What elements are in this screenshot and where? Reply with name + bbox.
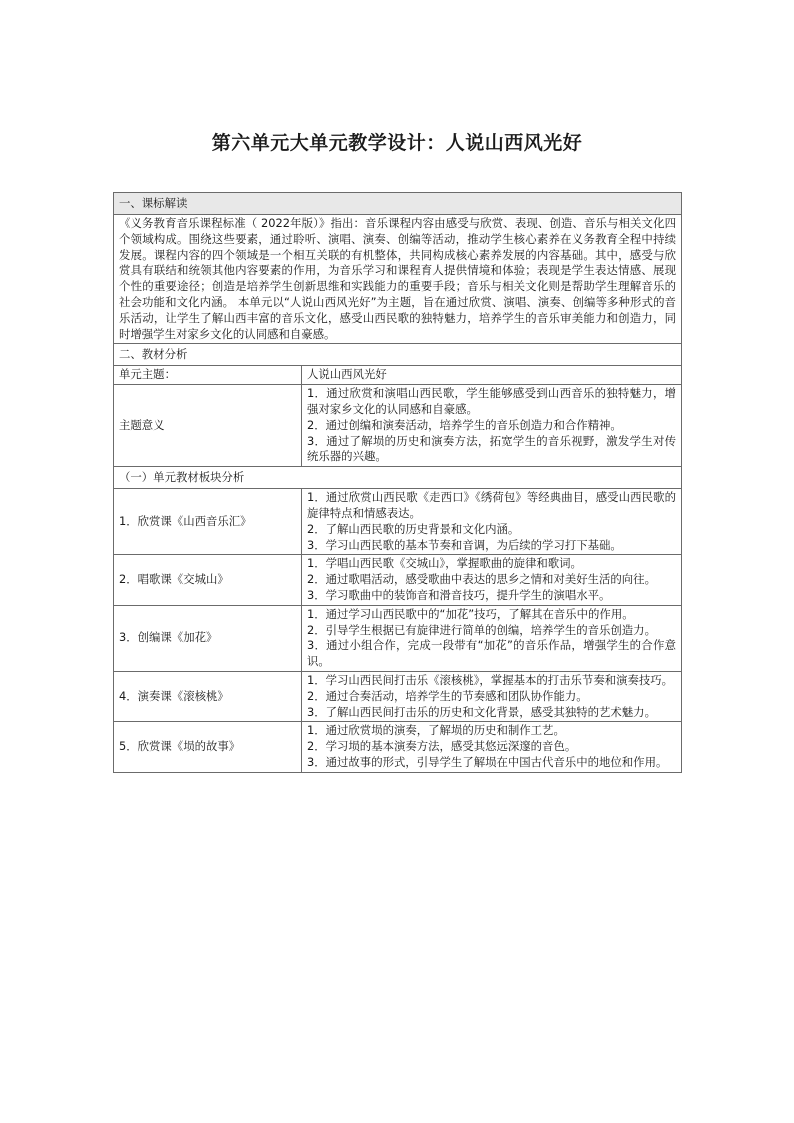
curriculum-body-row [114,215,682,344]
document-title: 第六单元大单元教学设计：人说山西风光好 [211,132,583,154]
curriculum-text: 《义务教育音乐课程标准（ 2022年版）》指出：音乐课程内容由感受与欣赏、表现、创造、音乐与相关文化四个领域构成。围绕这些要素，通过聆听、演唱、演奏、创编等活动，推动学生核心素养在义务教育全程中持续发展。课程内容的四个领域是一个相互关联的有机整体，共同构成核心素养发展的内容基础。其中，感受与欣赏具有联结和统领其他内容要素的作用，为音乐学习和课程育人提供情境和体验；表现是学生表达情感、展现个性的重要途径；创造是培养学生创新思维和实践能力的重要手段；音乐与相关文化则是帮助学生理解音乐的社会功能和文化内涵。 本单元以“人说山西风光好”为主题，旨在通过欣赏、演唱、演奏、创编等多种形式的音乐活动，让学生了解山西丰富的音乐文化，感受山西民歌的独特魅力，培养学生的音乐审美能力和创造力，同时增强学生对家乡文化的认同感和自豪感。 [114,215,682,344]
sub-heading-blocks: （一）单元教材板块分析 [114,467,682,489]
lesson-label: 3．创编课《加花》 [114,605,302,671]
lesson-content [302,722,682,772]
theme-meaning-label: 主题意义 [114,385,302,467]
list-item: 1．通过欣赏山西民歌《走西口》《绣荷包》等经典曲目，感受山西民歌的旋律特点和情感表达。 [307,490,676,520]
unit-theme-row [114,366,682,385]
lesson-row [114,722,682,772]
list-item: 1．通过学习山西民歌中的“加花”技巧，了解其在音乐中的作用。 [307,606,634,621]
lesson-content [302,605,682,671]
list-item: 2．通过歌唱活动，感受歌曲中表达的思乡之情和对美好生活的向往。 [307,572,656,587]
list-item: 1．通过欣赏埙的演奏，了解埙的历史和制作工艺。 [307,723,565,738]
lesson-label: 5．欣赏课《埙的故事》 [114,722,302,772]
section-heading-row [114,193,682,215]
section-heading-row [114,344,682,366]
theme-meaning-content [302,385,682,467]
design-table [113,192,682,773]
theme-meaning-row [114,385,682,467]
list-item: 2．通过合奏活动，培养学生的节奏感和团队协作能力。 [307,688,588,703]
lesson-label: 1．欣赏课《山西音乐汇》 [114,489,302,555]
section-heading-curriculum: 一、课标解读 [114,193,682,215]
lesson-row [114,555,682,605]
section-heading-materials: 二、教材分析 [114,344,682,366]
list-item: 1．学习山西民间打击乐《滚核桃》，掌握基本的打击乐节奏和演奏技巧。 [307,672,674,687]
unit-theme-value: 人说山西风光好 [302,366,682,385]
list-item: 2．通过创编和演奏活动，培养学生的音乐创造力和合作精神。 [307,417,622,432]
lesson-content [302,671,682,721]
list-item: 3．了解山西民间打击乐的历史和文化背景，感受其独特的艺术魅力。 [307,704,656,719]
list-item: 2．了解山西民歌的历史背景和文化内涵。 [307,521,520,536]
list-item: 3．学习山西民歌的基本节奏和音调，为后续的学习打下基础。 [307,537,622,552]
lesson-label: 2．唱歌课《交城山》 [114,555,302,605]
section-heading-row [114,467,682,489]
list-item: 2．学习埙的基本演奏方法，感受其悠远深邃的音色。 [307,739,577,754]
unit-theme-label: 单元主题： [114,366,302,385]
list-item: 1．通过欣赏和演唱山西民歌，学生能够感受到山西音乐的独特魅力，增强对家乡文化的认同感和自豪感。 [307,386,676,416]
lesson-content [302,489,682,555]
list-item: 3．通过小组合作，完成一段带有“加花”的音乐作品，增强学生的合作意识。 [307,638,676,669]
lesson-content [302,555,682,605]
lesson-row [114,605,682,671]
list-item: 3．通过了解埙的历史和演奏方法，拓宽学生的音乐视野，激发学生对传统乐器的兴趣。 [307,433,676,464]
list-item: 3．学习歌曲中的装饰音和滑音技巧，提升学生的演唱水平。 [307,587,611,602]
list-item: 3．通过故事的形式，引导学生了解埙在中国古代音乐中的地位和作用。 [307,754,668,769]
list-item: 1．学唱山西民歌《交城山》，掌握歌曲的旋律和歌词。 [307,556,582,571]
lesson-row [114,489,682,555]
list-item: 2．引导学生根据已有旋律进行简单的创编，培养学生的音乐创造力。 [307,622,656,637]
lesson-label: 4．演奏课《滚核桃》 [114,671,302,721]
lesson-row [114,671,682,721]
